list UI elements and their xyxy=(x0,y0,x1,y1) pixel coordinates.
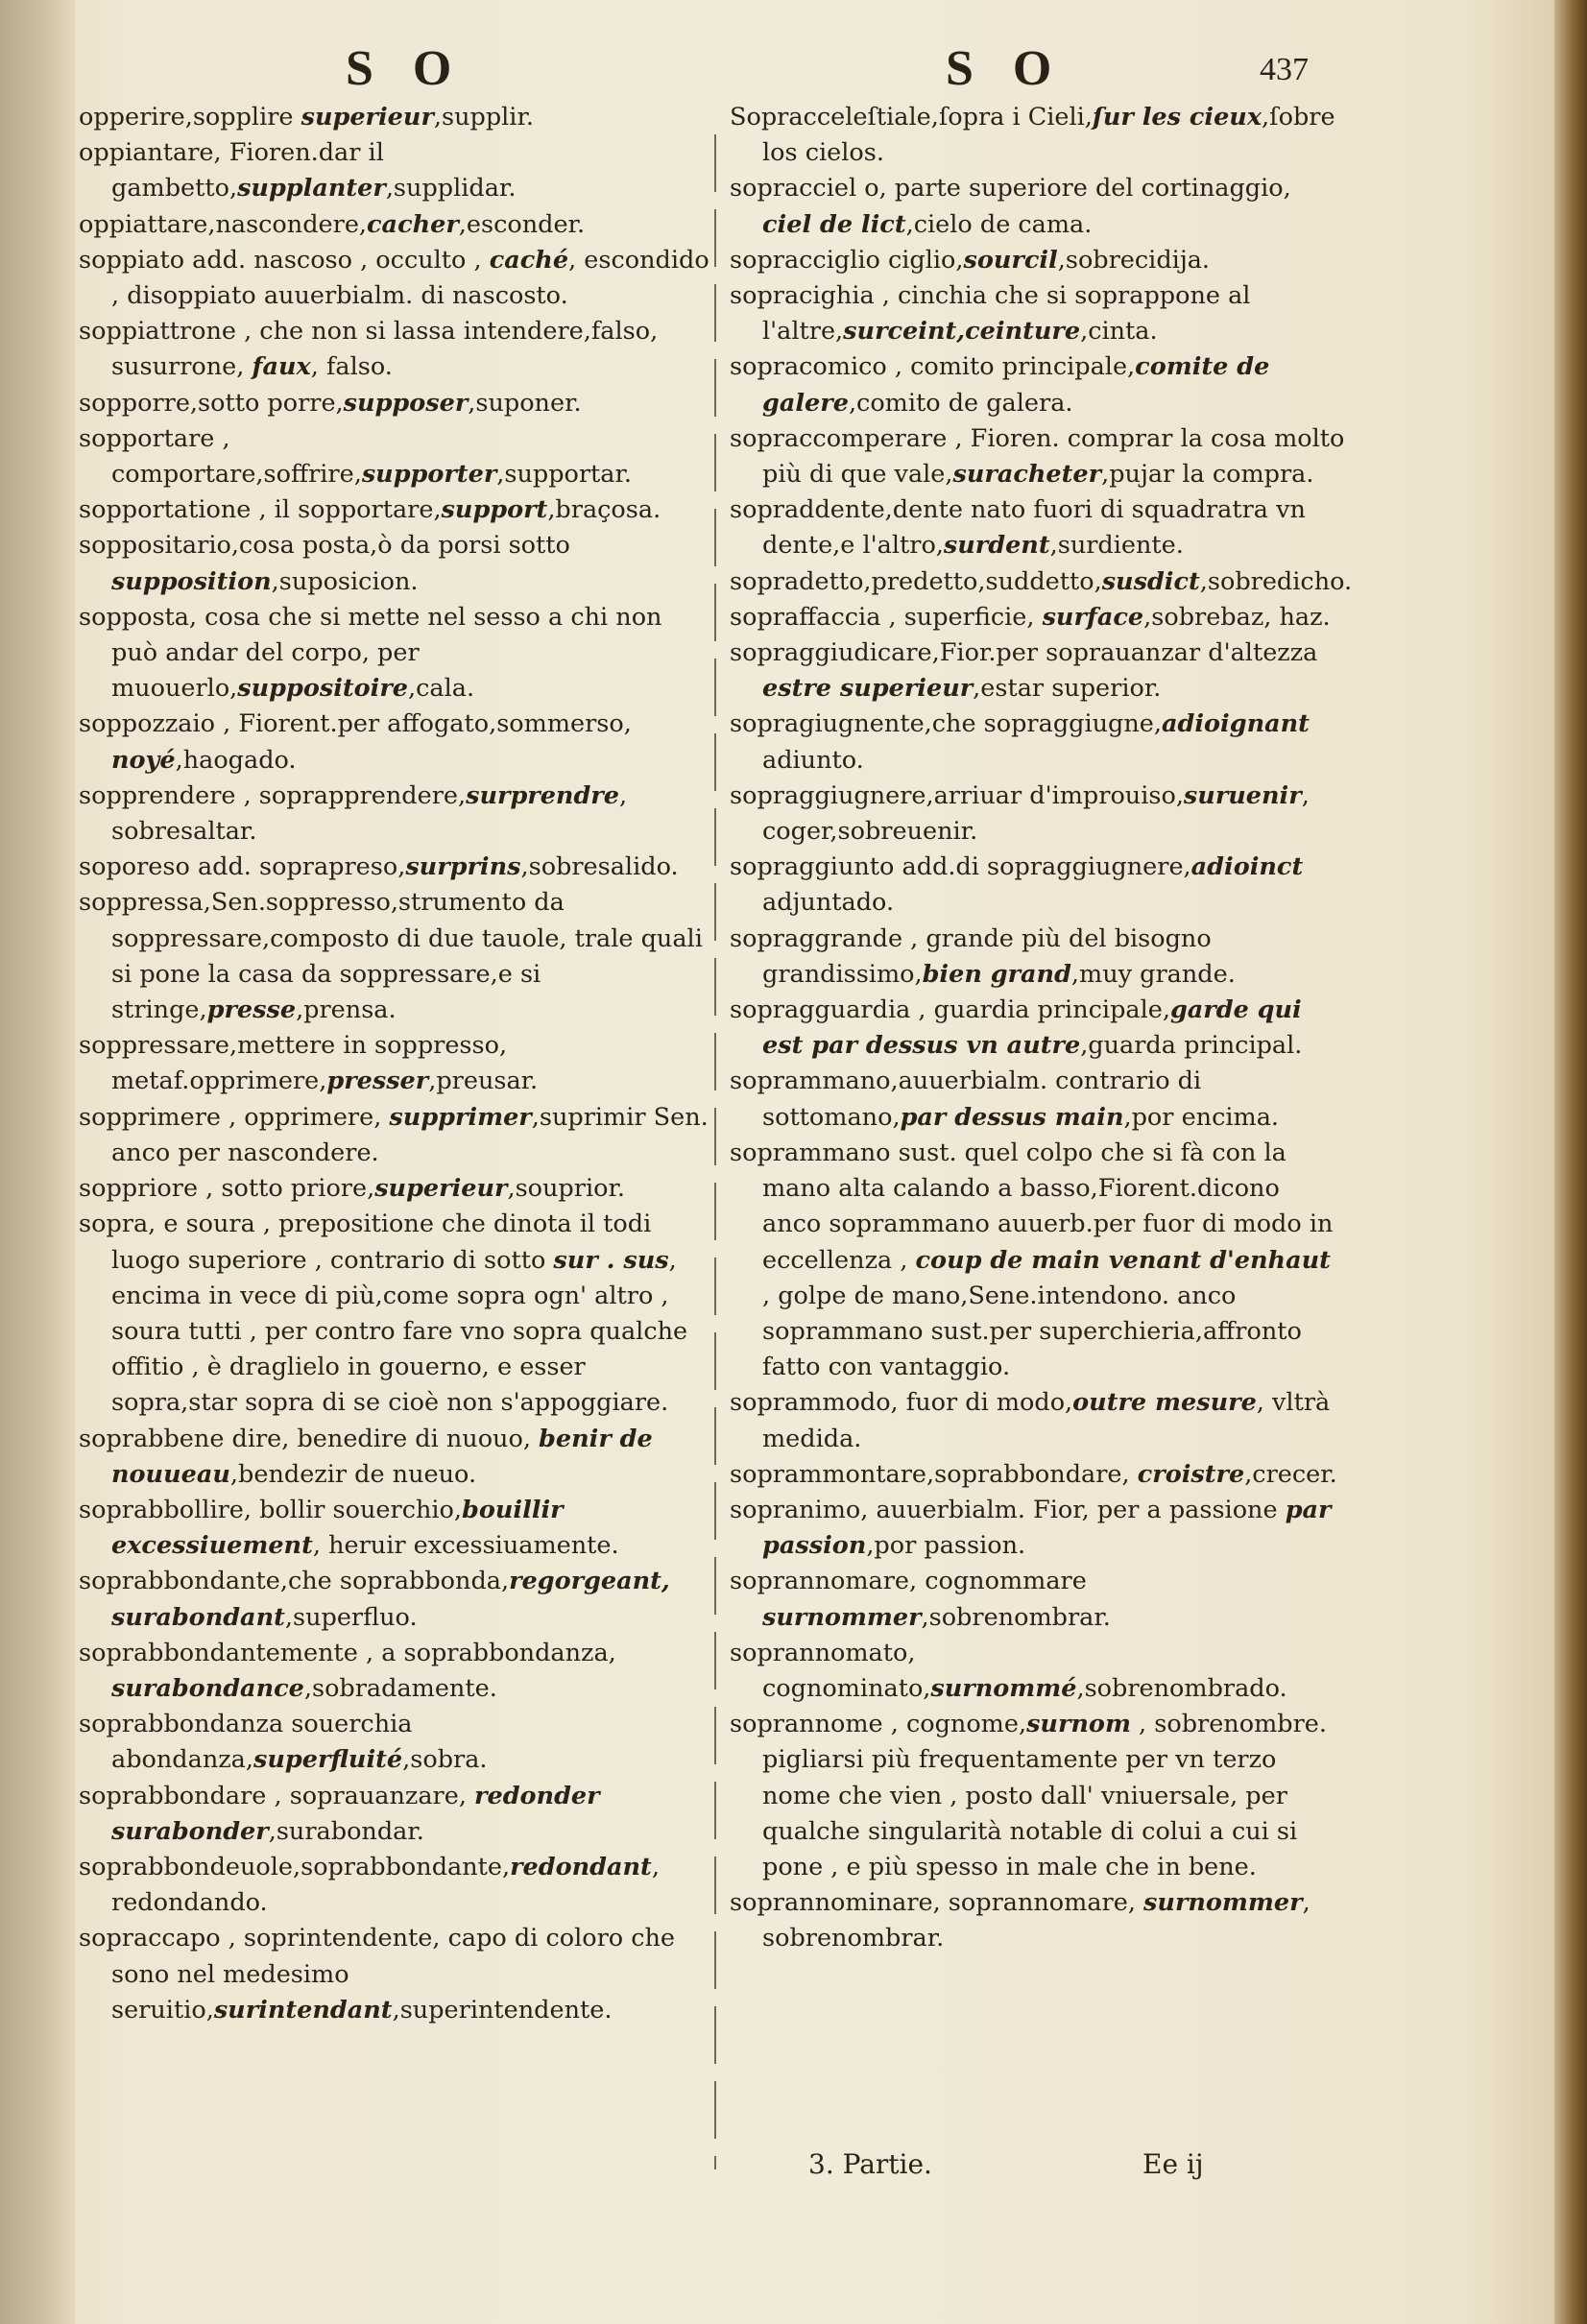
spanish-equivalent: ,guarda principal. xyxy=(1080,1031,1303,1061)
spanish-equivalent: ,sobresalido. xyxy=(520,852,679,882)
french-equivalent: coup de main venant d'enhaut xyxy=(915,1245,1331,1275)
dictionary-entry xyxy=(79,243,712,314)
entry-text: sopportatione , il sopportare, xyxy=(79,495,442,525)
french-equivalent: supprimer xyxy=(389,1102,532,1132)
dictionary-entry xyxy=(730,1564,1346,1635)
entry-text: soprammontare,soprabbondare, xyxy=(730,1459,1138,1489)
dictionary-entry xyxy=(79,1493,712,1564)
spanish-equivalent: ,suponer. xyxy=(468,388,582,418)
entry-text: soprannomato, cognominato, xyxy=(730,1638,931,1703)
dictionary-entry xyxy=(730,1064,1346,1135)
spanish-equivalent: ,por encima. xyxy=(1123,1102,1280,1132)
entry-text: soppressare,mettere in soppresso, metaf.opprimere, xyxy=(79,1031,508,1096)
spanish-equivalent: ,surdiente. xyxy=(1049,531,1184,561)
dictionary-entry xyxy=(79,1779,712,1850)
spanish-equivalent: ,crecer. xyxy=(1244,1459,1337,1489)
french-equivalent: suruenir xyxy=(1183,780,1302,810)
french-equivalent: regorgeant, surabondant xyxy=(111,1567,670,1632)
french-equivalent: noyé xyxy=(111,745,176,775)
entry-text: sopra, e soura , prepositione che dinota il todi luogo superiore , contrario di sotto xyxy=(79,1210,652,1275)
french-equivalent: surnom xyxy=(1026,1710,1131,1739)
spanish-equivalent: ,supplidar. xyxy=(385,174,517,204)
dictionary-entry xyxy=(730,564,1353,600)
entry-text: soprabbollire, bollir souerchio, xyxy=(79,1495,463,1524)
french-equivalent: presse xyxy=(206,995,297,1025)
dictionary-entry xyxy=(79,1850,712,1921)
dictionary-entry xyxy=(79,1422,712,1493)
dictionary-entry xyxy=(730,850,1346,921)
right-column xyxy=(730,100,1353,1957)
dictionary-entry xyxy=(79,528,712,599)
french-equivalent: bien grand xyxy=(922,959,1071,989)
entry-text: sopprendere , soprapprendere, xyxy=(79,780,467,810)
entry-text: sopracciel o, parte superiore del cortinaggio, xyxy=(730,174,1291,204)
french-equivalent: suppositoire xyxy=(237,674,409,704)
spanish-equivalent: ,suposicion. xyxy=(271,566,419,596)
dictionary-entry xyxy=(79,421,712,492)
french-equivalent: outre mesure xyxy=(1072,1388,1257,1418)
spanish-equivalent: ,cielo de cama. xyxy=(905,209,1093,239)
french-equivalent: surface xyxy=(1042,602,1144,632)
dictionary-entry xyxy=(79,314,712,385)
entry-text: sopracighia , cinchia che si soprappone al l'altre, xyxy=(730,281,1251,347)
dictionary-entry xyxy=(730,600,1346,635)
french-equivalent: bouillir excessiuement xyxy=(111,1495,564,1561)
dictionary-entry xyxy=(730,243,1346,278)
spanish-equivalent: adiunto. xyxy=(762,745,864,775)
entry-text: soprabbondeuole,soprabbondante, xyxy=(79,1852,511,1881)
french-equivalent: par dessus main xyxy=(900,1102,1124,1132)
dictionary-entry xyxy=(730,349,1346,420)
dictionary-entry xyxy=(730,993,1346,1064)
french-equivalent: benir de nouueau xyxy=(111,1424,653,1489)
french-equivalent: surabondance xyxy=(111,1673,304,1703)
entry-text: soppressa,Sen.soppresso,strumento da soppressare,composto di due tauole, trale quali si pone la casa da soppressare,e si stringe, xyxy=(79,888,703,1025)
entry-text: oppiantare, Fioren.dar il gambetto, xyxy=(79,138,384,204)
french-equivalent: surnommer xyxy=(1143,1888,1303,1918)
dictionary-entry xyxy=(79,885,712,1028)
spanish-equivalent: ,muy grande. xyxy=(1070,959,1236,989)
spanish-equivalent: ,por passion. xyxy=(866,1531,1026,1561)
entry-text: soprabbondare , soprauanzare, xyxy=(79,1781,475,1810)
dictionary-entry xyxy=(730,1885,1346,1956)
entry-text: soprammodo, fuor di modo, xyxy=(730,1388,1073,1418)
left-column xyxy=(79,100,712,2028)
french-equivalent: presser xyxy=(326,1066,429,1096)
spanish-equivalent: , heruir excessiuamente. xyxy=(312,1531,619,1561)
french-equivalent: supporter xyxy=(361,460,497,490)
french-equivalent: superieur xyxy=(374,1174,508,1204)
entry-text: sopraggiunto add.di sopraggiugnere, xyxy=(730,852,1191,882)
dictionary-entry xyxy=(79,1921,712,2028)
entry-text: opperire,sopplire xyxy=(79,103,301,132)
page-edge-shadow xyxy=(1554,0,1587,2324)
dictionary-entry xyxy=(730,1385,1346,1456)
entry-text: soppositario,cosa posta,ò da porsi sotto xyxy=(79,531,570,561)
french-equivalent: susdict xyxy=(1101,566,1200,596)
spanish-equivalent: ,suprimir Sen. anco per nascondere. xyxy=(111,1102,709,1167)
dictionary-entry xyxy=(730,1636,1346,1707)
entry-text: soprabbene dire, benedire di nuouo, xyxy=(79,1424,540,1453)
french-equivalent: par passion xyxy=(762,1495,1332,1561)
spanish-equivalent: ,ſobre los cielos. xyxy=(762,103,1335,168)
entry-text: sopraccapo , soprintendente, capo di coloro che sono nel medesimo seruitio, xyxy=(79,1924,676,2025)
french-equivalent: supposer xyxy=(343,388,469,418)
french-equivalent: superfluité xyxy=(253,1745,403,1775)
spanish-equivalent: , encima in vece di più,come sopra ogn' altro , soura tutti , per contro fare vno sopra qualche offitio , è draglielo in gouerno, e esser sopra,star sopra di se cioè non s'appoggiare. xyxy=(111,1245,688,1418)
dictionary-entry xyxy=(79,492,712,528)
facing-page-edge xyxy=(0,0,75,2324)
french-equivalent: surdent xyxy=(943,531,1050,561)
french-equivalent: surintendant xyxy=(213,1995,393,2025)
dictionary-entry xyxy=(730,1457,1346,1493)
dictionary-entry xyxy=(79,207,712,243)
entry-text: soprabbondantemente , a soprabbondanza, xyxy=(79,1638,616,1667)
entry-text: sopraccomperare , Fioren. comprar la cosa molto più di que vale, xyxy=(730,423,1345,490)
spanish-equivalent: , sobrenombrar. xyxy=(762,1888,1310,1953)
dictionary-entry xyxy=(79,600,712,707)
entry-text: soprabbondanza souerchia abondanza, xyxy=(79,1710,413,1775)
entry-text: soppiattrone , che non si lassa intendere,falso, susurrone, xyxy=(79,317,659,382)
entry-text: sopraddente,dente nato fuori di squadratra vn dente,e l'altro, xyxy=(730,495,1306,561)
french-equivalent: garde qui est par dessus vn autre xyxy=(762,995,1302,1061)
french-equivalent: faux xyxy=(252,352,311,382)
dictionary-entry xyxy=(730,1707,1346,1885)
spanish-equivalent: ,bendezir de nueuo. xyxy=(229,1459,477,1489)
french-equivalent: cacher xyxy=(367,209,459,239)
dictionary-entry xyxy=(79,135,712,206)
spanish-equivalent: ,comito de galera. xyxy=(848,388,1073,418)
entry-text: sopracomico , comito principale, xyxy=(730,352,1136,382)
spanish-equivalent: ,esconder. xyxy=(458,209,586,239)
entry-text: soporeso add. soprapreso, xyxy=(79,852,406,882)
french-equivalent: supplanter xyxy=(237,174,386,204)
french-equivalent: croistre xyxy=(1137,1459,1245,1489)
entry-text: sopraggiugnere,arriuar d'improuiso, xyxy=(730,780,1184,810)
entry-text: oppiattare,nascondere, xyxy=(79,209,368,239)
dictionary-entry xyxy=(79,779,712,850)
spanish-equivalent: , coger,sobreuenir. xyxy=(762,780,1310,847)
entry-text: sopracciglio ciglio, xyxy=(730,245,964,275)
header-left: S O xyxy=(346,41,466,96)
dictionary-entry xyxy=(79,1564,712,1635)
dictionary-entry xyxy=(730,707,1346,778)
entry-text: soprannome , cognome, xyxy=(730,1710,1027,1739)
french-equivalent: adioinct xyxy=(1190,852,1304,882)
spanish-equivalent: ,sobrebaz, haz. xyxy=(1143,602,1331,632)
entry-text: soppostа, cosa che si mette nel sesso a chi non può andar del corpo, per muouerlo, xyxy=(79,602,662,704)
dictionary-entry xyxy=(79,1707,712,1778)
spanish-equivalent: ,superintendente. xyxy=(392,1995,613,2025)
spanish-equivalent: , falso. xyxy=(310,352,393,382)
french-equivalent: supposition xyxy=(111,566,272,596)
entry-text: sopragiugnente,che sopraggiugne, xyxy=(730,709,1162,739)
page-number: 437 xyxy=(1260,52,1309,87)
spanish-equivalent: ,braçosa. xyxy=(547,495,661,525)
dictionary-entry xyxy=(79,1636,712,1707)
entry-text: sopradetto,predetto,suddetto, xyxy=(730,566,1102,596)
spanish-equivalent: ,sobrecidija. xyxy=(1057,245,1211,275)
column-divider xyxy=(714,134,716,2169)
entry-text: sopraffaccia , superficie, xyxy=(730,602,1043,632)
entry-text: sopranimo, auuerbialm. Fior, per a passione xyxy=(730,1495,1286,1524)
french-equivalent: suracheter xyxy=(952,460,1102,490)
entry-text: sopraggrande , grande più del bisogno grandissimo, xyxy=(730,923,1212,989)
spanish-equivalent: , vltrà medida. xyxy=(762,1388,1331,1453)
french-equivalent: sourcil xyxy=(963,245,1058,275)
spanish-equivalent: ,haogado. xyxy=(175,745,297,775)
french-equivalent: surnommé xyxy=(930,1673,1077,1703)
french-equivalent: surnommer xyxy=(762,1602,922,1632)
entry-text: soppiato add. nascoso , occulto , xyxy=(79,245,490,275)
spanish-equivalent: , sobrenombre. pigliarsi più frequentamente per vn terzo nome che vien , posto dall' vniuersale, per qualche singularità notable di colui a cui si pone , e più spesso in male che in bene. xyxy=(762,1710,1327,1881)
spanish-equivalent: ,sobra. xyxy=(402,1745,488,1775)
page-footer xyxy=(0,2148,1587,2206)
entry-text: sopragguardia , guardia principale, xyxy=(730,995,1170,1025)
signature-mark: 3. Partie. xyxy=(808,2148,932,2180)
french-equivalent: ciel de lict xyxy=(762,209,906,239)
spanish-equivalent: ,sobrenombrar. xyxy=(921,1602,1111,1632)
dictionary-entry xyxy=(730,100,1346,171)
dictionary-entry xyxy=(79,386,712,421)
french-equivalent: superieur xyxy=(301,103,434,132)
spanish-equivalent: ,surabondar. xyxy=(268,1816,424,1846)
dictionary-entry xyxy=(730,492,1346,563)
dictionary-entry xyxy=(79,1207,712,1421)
spanish-equivalent: ,sobredicho. xyxy=(1199,566,1353,596)
dictionary-entry xyxy=(730,1136,1346,1385)
dictionary-entry xyxy=(730,1493,1346,1564)
spanish-equivalent: ,cala. xyxy=(408,674,475,704)
dictionary-entry xyxy=(79,850,712,885)
dictionary-entry xyxy=(730,922,1346,993)
spanish-equivalent: ,souprior. xyxy=(507,1174,625,1204)
header-right: S O xyxy=(946,41,1066,96)
french-equivalent: estre superieur xyxy=(762,674,974,704)
spanish-equivalent: ,cinta. xyxy=(1080,317,1158,347)
entry-text: sopraggiudicare,Fior.per soprauanzar d'altezza xyxy=(730,638,1318,668)
spanish-equivalent: , sobresaltar. xyxy=(111,780,628,847)
dictionary-entry xyxy=(79,100,712,135)
entry-text: soppozzaio , Fiorent.per affogato,sommerso, xyxy=(79,709,632,739)
dictionary-entry xyxy=(730,421,1346,492)
entry-text: soprammano sust. quel colpo che si fà con la mano alta calando a basso,Fiorent.dicono anco soprammano auuerb.per fuor di modo in eccellenza , xyxy=(730,1138,1334,1275)
dictionary-entry xyxy=(730,171,1346,242)
entry-text: soprannominare, soprannomare, xyxy=(730,1888,1144,1918)
entry-text: sopporre,sotto porre, xyxy=(79,388,344,418)
spanish-equivalent: ,supportar. xyxy=(496,460,632,490)
french-equivalent: adioignant xyxy=(1162,709,1310,739)
entry-text: soprammano,auuerbialm. contrario di sottomano, xyxy=(730,1066,1202,1132)
dictionary-entry xyxy=(730,779,1346,850)
spanish-equivalent: ,sobradamente. xyxy=(303,1673,497,1703)
dictionary-entry xyxy=(79,707,712,778)
spanish-equivalent: , golpe de mano,Sene.intendono. anco soprammano sust.per superchieria,affronto fatto con vantaggio. xyxy=(762,1281,1302,1382)
spanish-equivalent: ,estar superior. xyxy=(973,674,1162,704)
gathering-mark: Ee ij xyxy=(1142,2148,1204,2180)
french-equivalent: surceint,ceinture xyxy=(843,317,1081,347)
french-equivalent: support xyxy=(441,495,548,525)
french-equivalent: surprendre xyxy=(466,780,619,810)
spanish-equivalent: ,sobrenombrado. xyxy=(1076,1673,1287,1703)
french-equivalent: sur . sus xyxy=(553,1245,669,1275)
french-equivalent: redonder surabonder xyxy=(111,1781,600,1846)
french-equivalent: ſur les cieux xyxy=(1092,103,1262,132)
dictionary-entry xyxy=(730,278,1346,349)
spanish-equivalent: ,preusar. xyxy=(428,1066,539,1096)
entry-text: soppriore , sotto priore, xyxy=(79,1174,375,1204)
spanish-equivalent: ,prensa. xyxy=(296,995,397,1025)
spanish-equivalent: adjuntado. xyxy=(762,888,895,918)
entry-text: sopportare , comportare,soffrire, xyxy=(79,423,362,490)
spanish-equivalent: ,pujar la compra. xyxy=(1101,460,1314,490)
dictionary-entry xyxy=(79,1171,712,1207)
entry-text: soprannomare, cognommare xyxy=(730,1567,1087,1596)
french-equivalent: caché xyxy=(489,245,569,275)
spanish-equivalent: ,superfluo. xyxy=(284,1602,418,1632)
entry-text: sopprimere , opprimere, xyxy=(79,1102,390,1132)
entry-text: Sopracceleſtiale,ſopra i Cieli, xyxy=(730,103,1093,132)
spanish-equivalent: , escondido , disoppiato auuerbialm. di nascosto. xyxy=(111,245,709,311)
spanish-equivalent: , redondando. xyxy=(111,1852,660,1918)
dictionary-entry xyxy=(79,1100,712,1171)
french-equivalent: redondant xyxy=(510,1852,652,1881)
entry-text: soprabbondante,che soprabbonda, xyxy=(79,1567,510,1596)
spanish-equivalent: ,supplir. xyxy=(433,103,534,132)
dictionary-entry xyxy=(79,1028,712,1099)
french-equivalent: comite de galere xyxy=(762,352,1270,418)
dictionary-entry xyxy=(730,635,1346,707)
french-equivalent: surprins xyxy=(405,852,521,882)
